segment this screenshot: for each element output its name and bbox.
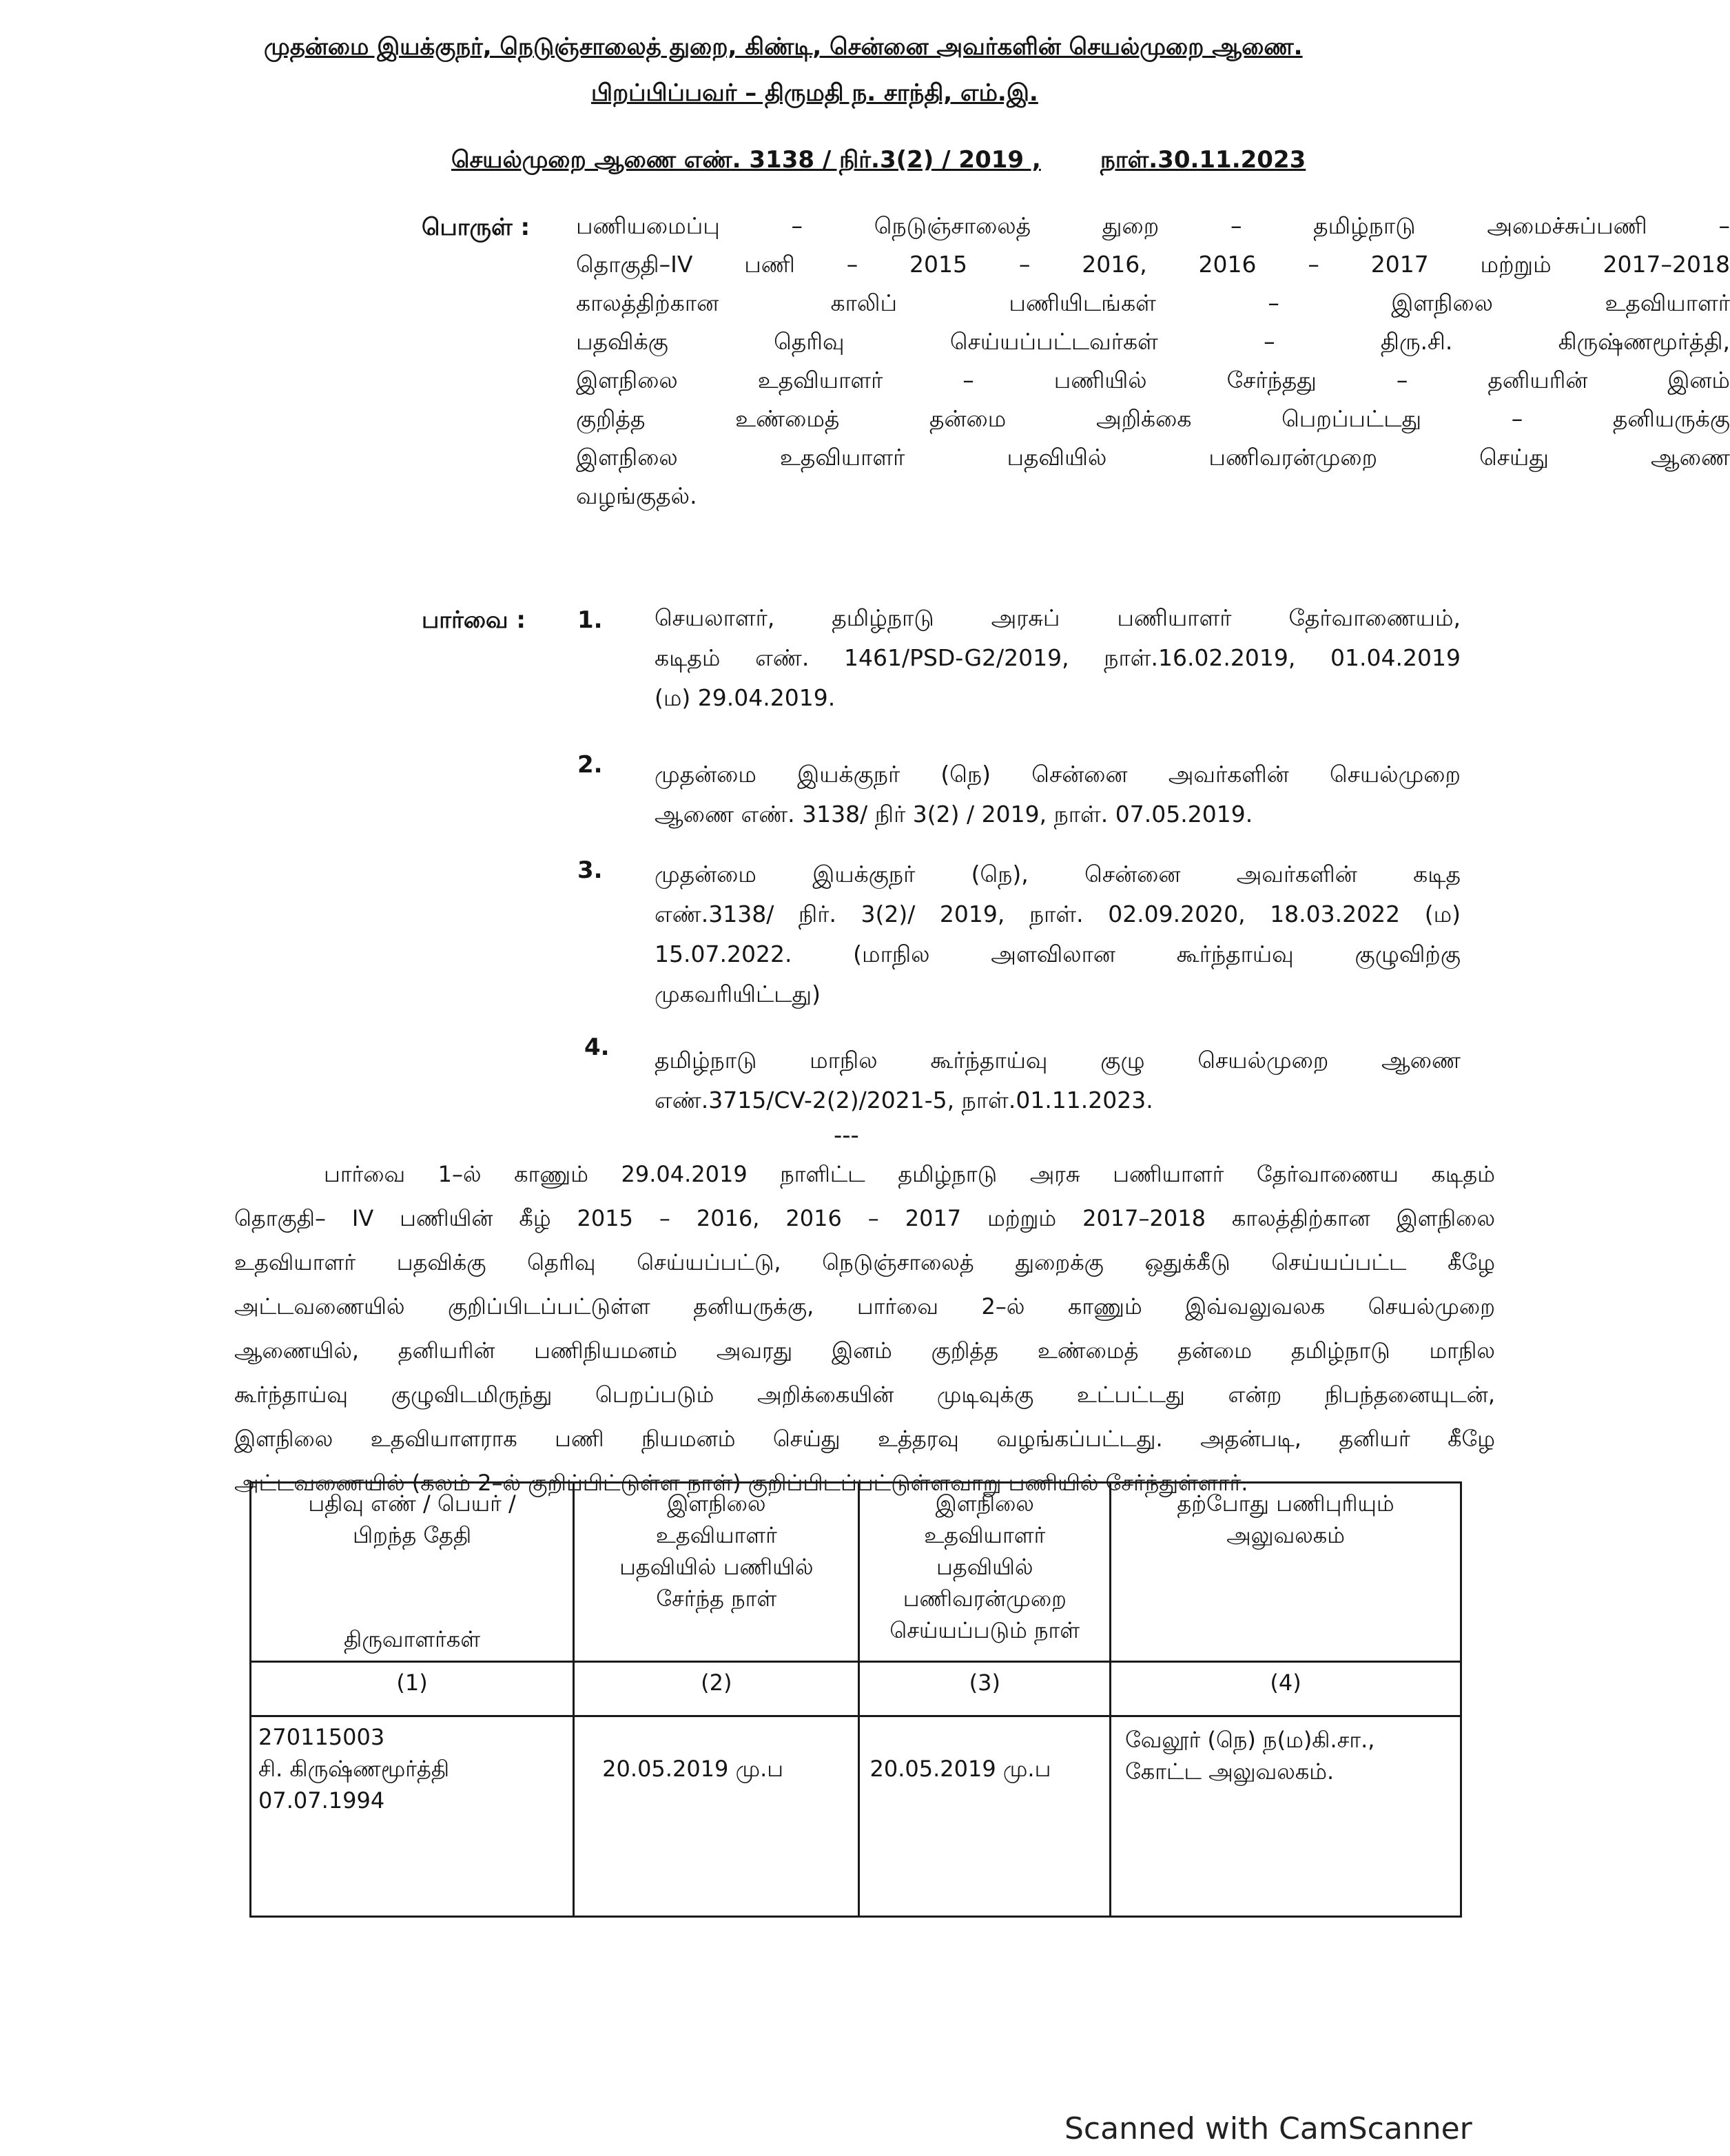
subject-line: இளநிலை உதவியாளர் பதவியில் பணிவரன்முறை செய்து ஆணை bbox=[576, 444, 1730, 471]
date-of-birth: 07.07.1994 bbox=[258, 1787, 385, 1814]
header-text: இளநிலை bbox=[935, 1490, 1034, 1517]
reference-number: 2. bbox=[577, 751, 603, 779]
employee-cell bbox=[251, 1716, 574, 1917]
body-line: அட்டவணையில் குறிப்பிடப்பட்டுள்ள தனியருக்கு, பார்வை 2–ல் காணும் இவ்வலுவலக செயல்முறை bbox=[234, 1293, 1495, 1320]
posting-table bbox=[249, 1481, 1462, 1918]
reference-line: கடிதம் எண். 1461/PSD-G2/2019, நாள்.16.02.2019, 01.04.2019 bbox=[655, 644, 1461, 671]
reference-item bbox=[655, 1040, 1461, 1120]
references-label: பார்வை : bbox=[422, 606, 526, 634]
order-heading: முதன்மை இயக்குநர், நெடுஞ்சாலைத் துறை, கிண்டி, சென்னை அவர்களின் செயல்முறை ஆணை. bbox=[264, 33, 1303, 61]
table-header-cell bbox=[574, 1483, 859, 1662]
reference-item bbox=[655, 598, 1461, 718]
subject-line: பணியமைப்பு – நெடுஞ்சாலைத் துறை – தமிழ்நாடு அமைச்சுப்பணி – bbox=[576, 212, 1730, 239]
header-text: இளநிலை bbox=[667, 1490, 766, 1517]
body-line: இளநிலை உதவியாளராக பணி நியமனம் செய்து உத்தரவு வழங்கப்பட்டது. அதன்படி, தனியர் கீழே bbox=[234, 1426, 1495, 1452]
issuer-line: பிறப்பிப்பவர் – திருமதி ந. சாந்தி, எம்.இ. bbox=[591, 79, 1038, 107]
header-text: பணிவரன்முறை bbox=[903, 1585, 1067, 1612]
reference-line: 15.07.2022. (மாநில அளவிலான கூர்ந்தாய்வு குழுவிற்கு bbox=[655, 941, 1461, 967]
reference-line: முதன்மை இயக்குநர் (நெ) சென்னை அவர்களின் செயல்முறை bbox=[655, 761, 1461, 788]
scanner-watermark: Scanned with CamScanner bbox=[1064, 2111, 1472, 2146]
order-number: செயல்முறை ஆணை எண். 3138 / நிர்.3(2) / 2019 , bbox=[451, 146, 1041, 174]
column-number: (4) bbox=[1111, 1662, 1461, 1716]
header-text: பதவியில் பணியில் bbox=[619, 1554, 814, 1580]
subject-line: பதவிக்கு தெரிவு செய்யப்பட்டவர்கள் – திரு.சி. கிருஷ்ணமூர்த்தி, bbox=[576, 328, 1730, 355]
header-text: பதவியில் bbox=[936, 1554, 1033, 1580]
subject-line: தொகுதி–IV பணி – 2015 – 2016, 2016 – 2017 மற்றும் 2017–2018 bbox=[576, 251, 1730, 278]
table-row bbox=[251, 1716, 1461, 1917]
header-text: உதவியாளர் bbox=[924, 1522, 1046, 1548]
header-text: பிறந்த தேதி bbox=[352, 1522, 472, 1548]
body-line: பார்வை 1–ல் காணும் 29.04.2019 நாளிட்ட தமிழ்நாடு அரசு பணியாளர் தேர்வாணைய கடிதம் bbox=[324, 1161, 1495, 1187]
column-number: (1) bbox=[251, 1662, 574, 1716]
subject-line: இளநிலை உதவியாளர் – பணியில் சேர்ந்தது – தனியரின் இனம் bbox=[576, 367, 1730, 393]
header-text: அலுவலகம் bbox=[1226, 1522, 1345, 1548]
joining-date: 20.05.2019 மு.ப bbox=[574, 1716, 859, 1917]
header-text: செய்யப்படும் நாள் bbox=[889, 1617, 1080, 1643]
reference-number: 3. bbox=[577, 856, 603, 884]
header-text: உதவியாளர் bbox=[655, 1522, 777, 1548]
table-header-cell bbox=[1111, 1483, 1461, 1662]
regularisation-date: 20.05.2019 மு.ப bbox=[859, 1716, 1111, 1917]
office-line: கோட்ட அலுவலகம். bbox=[1125, 1758, 1335, 1785]
column-number-row bbox=[251, 1662, 1461, 1716]
separator: --- bbox=[834, 1122, 859, 1149]
body-line: கூர்ந்தாய்வு குழுவிடமிருந்து பெறப்படும் அறிக்கையின் முடிவுக்கு உட்பட்டது என்ற நிபந்தனையுடன், bbox=[234, 1382, 1495, 1408]
table-header-cell bbox=[251, 1483, 574, 1662]
reference-item bbox=[655, 854, 1461, 1014]
office-line: வேலூர் (நெ) ந(ம)கி.சா., bbox=[1125, 1727, 1375, 1753]
reference-line: எண்.3715/CV-2(2)/2021-5, நாள்.01.11.2023. bbox=[655, 1087, 1153, 1113]
subject-line: காலத்திற்கான காலிப் பணியிடங்கள் – இளநிலை உதவியாளர் bbox=[576, 289, 1730, 316]
order-date: நாள்.30.11.2023 bbox=[1100, 146, 1306, 174]
header-text: தற்போது பணிபுரியும் bbox=[1177, 1490, 1394, 1517]
reference-line: எண்.3138/ நிர். 3(2)/ 2019, நாள். 02.09.2020, 18.03.2022 (ம) bbox=[655, 901, 1461, 927]
reference-line: முதன்மை இயக்குநர் (நெ), சென்னை அவர்களின் கடித bbox=[655, 861, 1461, 887]
subject-label: பொருள் : bbox=[422, 214, 531, 241]
subject-block bbox=[576, 207, 1730, 515]
header-text: சேர்ந்த நாள் bbox=[656, 1585, 777, 1612]
reference-item bbox=[655, 754, 1461, 834]
reference-line: முகவரியிட்டது) bbox=[655, 981, 821, 1007]
reference-line: (ம) 29.04.2019. bbox=[655, 684, 836, 711]
body-paragraph bbox=[234, 1152, 1495, 1505]
subject-line: குறித்த உண்மைத் தன்மை அறிக்கை பெறப்பட்டது – தனியருக்கு bbox=[576, 405, 1730, 432]
employee-name: சி. கிருஷ்ணமூர்த்தி bbox=[258, 1756, 450, 1782]
body-line: தொகுதி– IV பணியின் கீழ் 2015 – 2016, 2016 – 2017 மற்றும் 2017–2018 காலத்திற்கான இளநிலை bbox=[234, 1205, 1495, 1231]
reference-number: 4. bbox=[584, 1034, 610, 1061]
reference-line: ஆணை எண். 3138/ நிர் 3(2) / 2019, நாள். 07.05.2019. bbox=[655, 801, 1253, 828]
reference-line: தமிழ்நாடு மாநில கூர்ந்தாய்வு குழு செயல்முறை ஆணை bbox=[655, 1047, 1461, 1074]
reference-number: 1. bbox=[577, 606, 603, 634]
header-text: திருவாளர்கள் bbox=[344, 1626, 481, 1652]
body-line: ஆணையில், தனியரின் பணிநியமனம் அவரது இனம் குறித்த உண்மைத் தன்மை தமிழ்நாடு மாநில bbox=[234, 1337, 1495, 1364]
body-line: உதவியாளர் பதவிக்கு தெரிவு செய்யப்பட்டு, நெடுஞ்சாலைத் துறைக்கு ஒதுக்கீடு செய்யப்பட்ட கீழே bbox=[234, 1249, 1495, 1275]
subject-line: வழங்குதல். bbox=[576, 482, 697, 509]
office-cell bbox=[1111, 1716, 1461, 1917]
reference-line: செயலாளர், தமிழ்நாடு அரசுப் பணியாளர் தேர்வாணையம், bbox=[655, 604, 1461, 631]
body-line: அட்டவணையில் (கலம் 2–ல் குறிப்பிட்டுள்ள நாள்) குறிப்பிடப்பட்டுள்ளவாறு பணியில் சேர்ந்துள்ளார். bbox=[234, 1470, 1248, 1496]
column-number: (3) bbox=[859, 1662, 1111, 1716]
table-header-cell bbox=[859, 1483, 1111, 1662]
header-text: பதிவு எண் / பெயர் / bbox=[308, 1490, 516, 1517]
register-number: 270115003 bbox=[258, 1724, 385, 1750]
column-number: (2) bbox=[574, 1662, 859, 1716]
table-header-row bbox=[251, 1483, 1461, 1662]
